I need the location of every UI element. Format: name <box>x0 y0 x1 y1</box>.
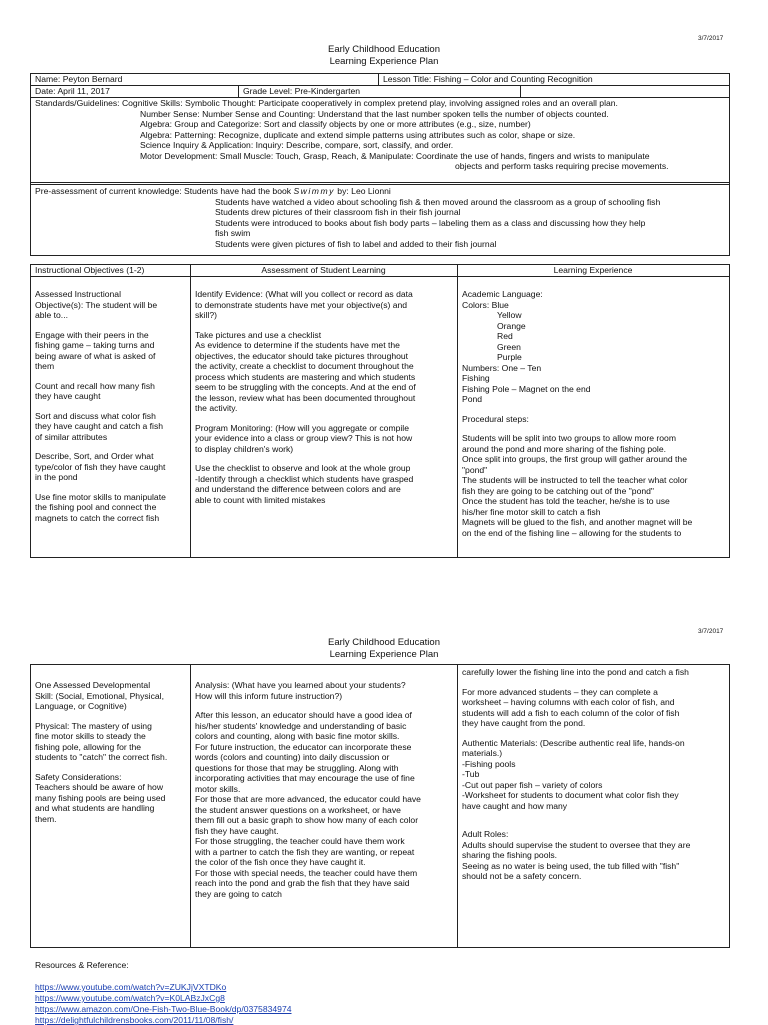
text-line: Identify Evidence: (What will you collect or record as data <box>195 289 413 299</box>
text-line: Program Monitoring: (How will you aggregate or compile <box>195 422 409 433</box>
text-line: on the end of the fishing line – allowing for the students to <box>462 527 682 538</box>
standard-line: objects and perform tasks requiring precise movements. <box>455 161 669 171</box>
text-line: Analysis: (What have you learned about your students? <box>195 680 406 690</box>
page2-date: 3/7/2017 <box>698 628 724 635</box>
text-line: Describe, Sort, and Order what <box>35 451 154 461</box>
text-line: should not be a safety concern. <box>462 871 582 881</box>
text-line: Use fine motor skills to manipulate <box>35 491 166 502</box>
text-line: Procedural steps: <box>462 413 529 424</box>
preassessment-line: Students have watched a video about schooling fish & then moved around the classroom as a group of schooling fish <box>215 196 661 207</box>
header-assessment: Assessment of Student Learning <box>261 265 386 275</box>
text-line: Objective(s): The student will be <box>35 299 158 310</box>
text-line: students will add a fish to each column of the color of fish <box>462 707 680 718</box>
text-line: reach into the pond and grab the fish that they have said <box>195 878 410 888</box>
text-line: his/her fine motor skill to catch a fish <box>462 506 601 517</box>
text-line: For future instruction, the educator can incorporate these <box>195 741 412 752</box>
text-line: the activity. <box>195 403 238 413</box>
text-line: As evidence to determine if the students have met the <box>195 340 400 350</box>
text-line: -Tub <box>462 769 480 779</box>
text-line: Pond <box>462 394 483 404</box>
text-line: fishing pole, allowing for the <box>35 741 142 752</box>
text-line: objectives, the educator should take pictures throughout <box>195 350 409 361</box>
text-line: For more advanced students – they can complete a <box>462 686 658 697</box>
preassessment-lead-text: Pre-assessment of current knowledge: Students have had the book <box>35 186 294 196</box>
lesson-title: Lesson Title: Fishing – Color and Counting Recognition <box>383 74 593 84</box>
text-line: words (colors and counting) into daily discussion or <box>195 752 390 762</box>
page2-title-line1: Early Childhood Education <box>328 637 440 648</box>
text-line: Teachers should be aware of how <box>35 782 164 792</box>
text-line: able to... <box>35 310 68 320</box>
text-line: Take pictures and use a checklist <box>195 329 322 340</box>
color-item: Red <box>497 331 513 341</box>
preassessment-line: Students drew pictures of their classroom fish in their fish journal <box>215 207 461 217</box>
text-line: they are going to catch <box>195 888 282 899</box>
standard-line: Science Inquiry & Application: Inquiry: Describe, compare, sort, classify, and order. <box>140 140 454 150</box>
text-line: your evidence into a class or group view? This is not how <box>195 433 413 443</box>
text-line: the color of the fish once they have caught it. <box>195 857 366 867</box>
standard-line: Motor Development: Small Muscle: Touch, Grasp, Reach, & Manipulate: Coordinate the use of hands, fingers and wrists to manipulate <box>140 150 650 161</box>
text-line: the activity, create a checklist to document throughout the <box>195 361 414 371</box>
text-line: his/her students' knowledge and understanding of basic <box>195 720 407 731</box>
text-line: After this lesson, an educator should have a good idea of <box>195 710 412 720</box>
page1-title-line1: Early Childhood Education <box>328 44 440 55</box>
text-line: Once the student has told the teacher, he/she is to use <box>462 496 670 506</box>
standard-line: Algebra: Patterning: Recognize, duplicate and extend simple patterns using attributes such as color, shape or size. <box>140 129 576 140</box>
text-line: fishing game – taking turns and <box>35 340 155 350</box>
standard-line: Algebra: Group and Categorize: Sort and classify objects by one or more attributes (e.g., size, number) <box>140 119 531 129</box>
text-line: they have caught and catch a fish <box>35 421 164 431</box>
text-line: Use the checklist to observe and look at the whole group <box>195 463 411 473</box>
developmental-skill-column <box>35 680 190 824</box>
text-line: sharing the fishing pools. <box>462 850 558 860</box>
text-line: being aware of what is asked of <box>35 350 156 361</box>
text-line: Once split into groups, the first group will gather around the <box>462 454 687 464</box>
text-line: Colors: Blue <box>462 299 509 310</box>
text-line: of similar attributes <box>35 431 108 442</box>
text-line: For those struggling, the teacher could have them work <box>195 836 405 846</box>
text-line: For those that are more advanced, the educator could have <box>195 794 421 804</box>
text-line: students to "catch" the correct fish. <box>35 752 168 762</box>
text-line: them fill out a basic graph to show how many of each color <box>195 815 419 825</box>
text-line: the lesson, review what has been documented throughout <box>195 392 416 403</box>
page1-date: 3/7/2017 <box>698 35 724 42</box>
header-objectives: Instructional Objectives (1-2) <box>35 265 145 275</box>
text-line: to demonstrate students have met your objective(s) and <box>195 299 408 310</box>
header-learning-experience: Learning Experience <box>553 265 633 275</box>
objectives-column <box>35 289 190 555</box>
text-line: carefully lower the fishing line into the pond and catch a fish <box>462 667 689 677</box>
text-line: worksheet – having columns with each color of fish, and <box>462 697 675 707</box>
text-line: "pond" <box>462 464 488 475</box>
text-line: around the pond and more sharing of the fishing pole. <box>462 443 667 454</box>
text-line: Physical: The mastery of using <box>35 720 152 731</box>
text-line: Assessed Instructional <box>35 289 121 299</box>
text-line: to display children's work) <box>195 443 294 454</box>
text-line: seem to be struggling with the concepts. And at the end of <box>195 382 416 392</box>
text-line: many fishing pools are being used <box>35 792 166 803</box>
text-line: them <box>35 361 55 371</box>
text-line: Academic Language: <box>462 289 543 299</box>
text-line: materials.) <box>462 748 503 758</box>
text-line: Adults should supervise the student to oversee that they are <box>462 839 691 850</box>
text-line: colors and counting, along with basic fine motor skills. <box>195 731 400 741</box>
resources-label: Resources & Reference: <box>35 960 129 970</box>
text-line: -Worksheet for students to document what color fish they <box>462 790 679 800</box>
text-line: One Assessed Developmental <box>35 680 151 690</box>
resource-link[interactable]: https://www.amazon.com/One-Fish-Two-Blue-Book/dp/0375834974 <box>35 1004 292 1014</box>
learning-experience-continued-column <box>462 667 727 882</box>
text-line: How will this inform future instruction?) <box>195 690 343 701</box>
text-line: Safety Considerations: <box>35 771 122 782</box>
color-item: Green <box>497 341 521 352</box>
page2-title-line2: Learning Experience Plan <box>329 648 439 660</box>
text-line: the fishing pool and connect the <box>35 502 157 512</box>
text-line: questions for those that may be struggling. Along with <box>195 762 399 773</box>
resource-link[interactable]: https://www.youtube.com/watch?v=K0LABzJxCg8 <box>35 993 225 1003</box>
text-line: The students will be instructed to tell the teacher what color <box>462 475 688 485</box>
analysis-column <box>195 680 455 899</box>
lesson-date: Date: April 11, 2017 <box>35 86 110 96</box>
text-line: process which students are mastering and which students <box>195 371 416 382</box>
text-line: Magnets will be glued to the fish, and another magnet will be <box>462 517 693 527</box>
text-line: with a partner to catch the fish they are wanting, or repeat <box>195 846 415 857</box>
text-line: -Cut out paper fish – variety of colors <box>462 779 603 790</box>
standard-line: Number Sense: Number Sense and Counting: Understand that the last number spoken tells the number of objects counted. <box>140 108 609 119</box>
text-line: and what students are handling <box>35 803 155 813</box>
page2-title <box>0 637 768 661</box>
text-line: the student answer questions on a worksheet, or have <box>195 804 401 815</box>
text-line: Language, or Cognitive) <box>35 701 127 711</box>
resource-link[interactable]: https://www.youtube.com/watch?v=ZUKJjVXTDKo <box>35 982 227 992</box>
text-line: Numbers: One – Ten <box>462 362 542 373</box>
standard-line: Standards/Guidelines: Cognitive Skills: Symbolic Thought: Participate cooperatively in complex pretend play, involving assigned roles and an overall plan. <box>35 98 618 108</box>
text-line: fish they have caught. <box>195 825 279 836</box>
text-line: -Fishing pools <box>462 758 516 769</box>
text-line: them. <box>35 813 57 824</box>
assessment-column <box>195 289 455 555</box>
book-author: by: Leo Lionni <box>334 186 391 196</box>
text-line: and understand the difference between colors and are <box>195 484 401 494</box>
text-line: motor skills. <box>195 783 241 794</box>
text-line: able to count with limited mistakes <box>195 494 326 505</box>
color-item: Purple <box>497 352 522 362</box>
color-item: Orange <box>497 320 526 331</box>
resource-link[interactable]: https://delightfulchildrensbooks.com/2011/11/08/fish/ <box>35 1015 234 1025</box>
page1-title <box>0 44 768 68</box>
text-line: have caught and how many <box>462 800 568 811</box>
text-line: magnets to catch the correct fish <box>35 512 160 523</box>
text-line: they have caught <box>35 391 101 401</box>
text-line: type/color of fish they have caught <box>35 461 166 472</box>
text-line: For those with special needs, the teacher could have them <box>195 867 418 878</box>
text-line: Authentic Materials: (Describe authentic real life, hands-on <box>462 737 685 748</box>
text-line: Seeing as no water is being used, the tub filled with "fish" <box>462 860 680 871</box>
text-line: Students will be split into two groups to allow more room <box>462 433 676 443</box>
preassessment-line: Students were introduced to books about fish body parts – labeling them as a class and discussing how they help <box>215 217 646 228</box>
page1-title-line2: Learning Experience Plan <box>329 55 439 67</box>
student-name: Name: Peyton Bernard <box>35 74 123 84</box>
text-line: Fishing Pole – Magnet on the end <box>462 383 591 394</box>
learning-experience-column <box>462 289 727 555</box>
text-line: skill?) <box>195 310 217 320</box>
text-line: incorporating activities that may encourage the use of fine <box>195 773 415 783</box>
book-title: Swimmy <box>293 186 335 196</box>
text-line: Sort and discuss what color fish <box>35 410 156 421</box>
text-line: Count and recall how many fish <box>35 380 155 391</box>
text-line: in the pond <box>35 472 78 482</box>
text-line: Skill: (Social, Emotional, Physical, <box>35 690 164 701</box>
preassessment-line: fish swim <box>215 228 251 238</box>
text-line: they have caught from the pond. <box>462 718 586 728</box>
preassessment-lead <box>35 186 391 196</box>
text-line: fine motor skills to steady the <box>35 731 146 741</box>
preassessment-line: Students were given pictures of fish to label and added to their fish journal <box>215 238 497 249</box>
text-line: Engage with their peers in the <box>35 329 149 340</box>
grade-level: Grade Level: Pre-Kindergarten <box>243 86 361 96</box>
text-line: Adult Roles: <box>462 829 509 839</box>
text-line: Fishing <box>462 373 490 383</box>
text-line: fish they are going to be catching out of the "pond" <box>462 485 654 496</box>
color-item: Yellow <box>497 310 522 320</box>
text-line: -Identify through a checklist which students have grasped <box>195 473 414 484</box>
